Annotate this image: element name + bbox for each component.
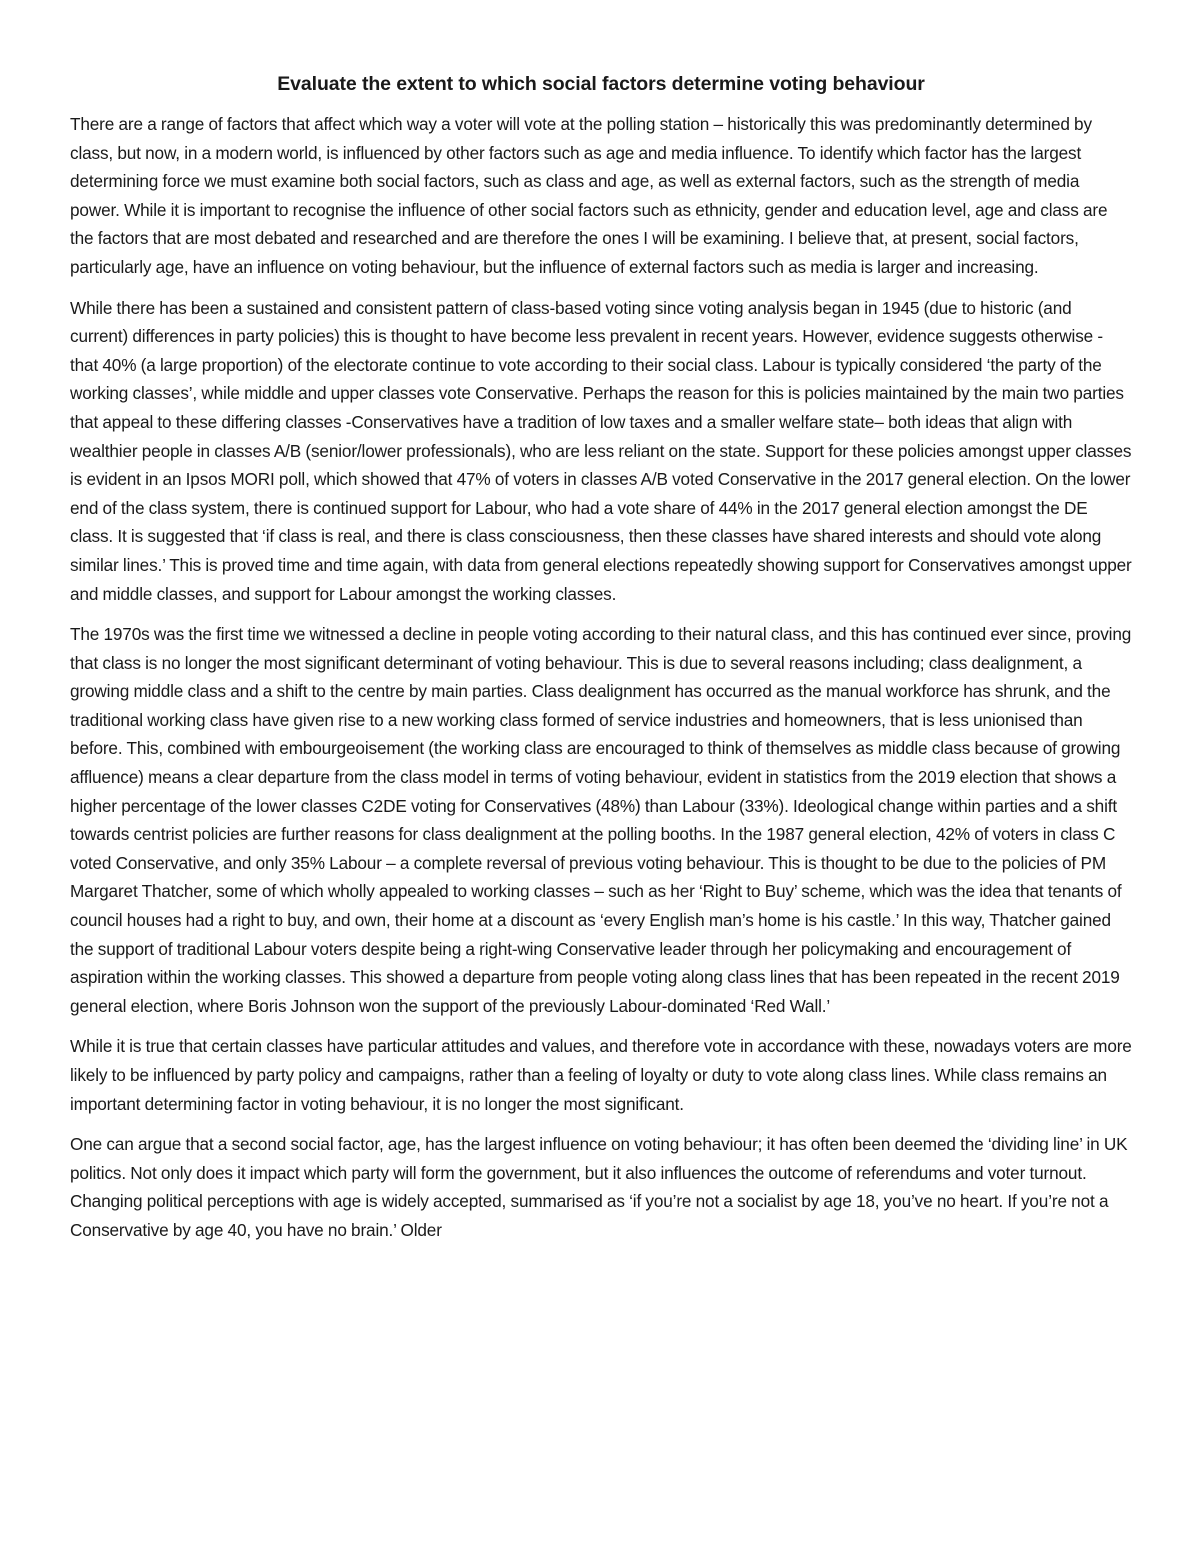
paragraph-class-conclusion: While it is true that certain classes have particular attitudes and values, and therefore vote in accordance with these, nowadays voters are more likely to be influenced by party policy and campaigns, rather than a feeling of loyalty or duty to vote along class lines. While class remains an important determining factor in voting behaviour, it is no longer the most significant. xyxy=(70,1036,1132,1114)
document-title: Evaluate the extent to which social factors determine voting behaviour xyxy=(277,73,925,95)
paragraph-age-factor: One can argue that a second social factor, age, has the largest influence on voting behaviour; it has often been deemed the ‘dividing line’ in UK politics. Not only does it impact which party will form the government, but it also influences the outcome of referendums and voter turnout. Changing political perceptions with age is widely accepted, summarised as ‘if you’re not a socialist by age 18, you’ve no heart. If you’re not a Conservative by age 40, you have no brain.’ Older xyxy=(70,1134,1128,1240)
paragraph-class-dealignment: The 1970s was the first time we witnessed a decline in people voting according to their natural class, and this has continued ever since, proving that class is no longer the most significant determinant of voting behaviour. This is due to several reasons including; class dealignment, a growing middle class and a shift to the centre by main parties. Class dealignment has occurred as the manual workforce has shrunk, and the traditional working class have given rise to a new working class formed of service industries and homeowners, that is less unionised than before. This, combined with embourgeoisement (the working class are encouraged to think of themselves as middle class because of growing affluence) means a clear departure from the class model in terms of voting behaviour, evident in statistics from the 2019 election that shows a higher percentage of the lower classes C2DE voting for Conservatives (48%) than Labour (33%). Ideological change within parties and a shift towards centrist policies are further reasons for class dealignment at the polling booths. In the 1987 general election, 42% of voters in class C voted Conservative, and only 35% Labour – a complete reversal of previous voting behaviour. This is thought to be due to the policies of PM Margaret Thatcher, some of which wholly appealed to working classes – such as her ‘Right to Buy’ scheme, which was the idea that tenants of council houses had a right to buy, and own, their home at a discount as ‘every English man’s home is his castle.’ In this way, Thatcher gained the support of traditional Labour voters despite being a right-wing Conservative leader through her policymaking and encouragement of aspiration within the working classes. This showed a departure from people voting along class lines that has been repeated in the recent 2019 general election, where Boris Johnson won the support of the previously Labour-dominated ‘Red Wall.’ xyxy=(70,624,1132,1016)
paragraph-introduction: There are a range of factors that affect which way a voter will vote at the polling station – historically this was predominantly determined by class, but now, in a modern world, is influenced by other factors such as age and media influence. To identify which factor has the largest determining force we must examine both social factors, such as class and age, as well as external factors, such as the strength of media power. While it is important to recognise the influence of other social factors such as ethnicity, gender and education level, age and class are the factors that are most debated and researched and are therefore the ones I will be examining. I believe that, at present, social factors, particularly age, have an influence on voting behaviour, but the influence of external factors such as media is larger and increasing. xyxy=(70,114,1108,277)
paragraph-class-voting: While there has been a sustained and consistent pattern of class-based voting since voting analysis began in 1945 (due to historic (and current) differences in party policies) this is thought to have become less prevalent in recent years. However, evidence suggests otherwise - that 40% (a large proportion) of the electorate continue to vote according to their social class. Labour is typically considered ‘the party of the working classes’, while middle and upper classes vote Conservative. Perhaps the reason for this is policies maintained by the main two parties that appeal to these differing classes -Conservatives have a tradition of low taxes and a smaller welfare state– both ideas that align with wealthier people in classes A/B (senior/lower professionals), who are less reliant on the state. Support for these policies amongst upper classes is evident in an Ipsos MORI poll, which showed that 47% of voters in classes A/B voted Conservative in the 2017 general election. On the lower end of the class system, there is continued support for Labour, who had a vote share of 44% in the 2017 general election amongst the DE class. It is suggested that ‘if class is real, and there is class consciousness, then these classes have shared interests and should vote along similar lines.’ This is proved time and time again, with data from general elections repeatedly showing support for Conservatives amongst upper and middle classes, and support for Labour amongst the working classes. xyxy=(70,297,1132,604)
document-page xyxy=(70,70,1132,1257)
